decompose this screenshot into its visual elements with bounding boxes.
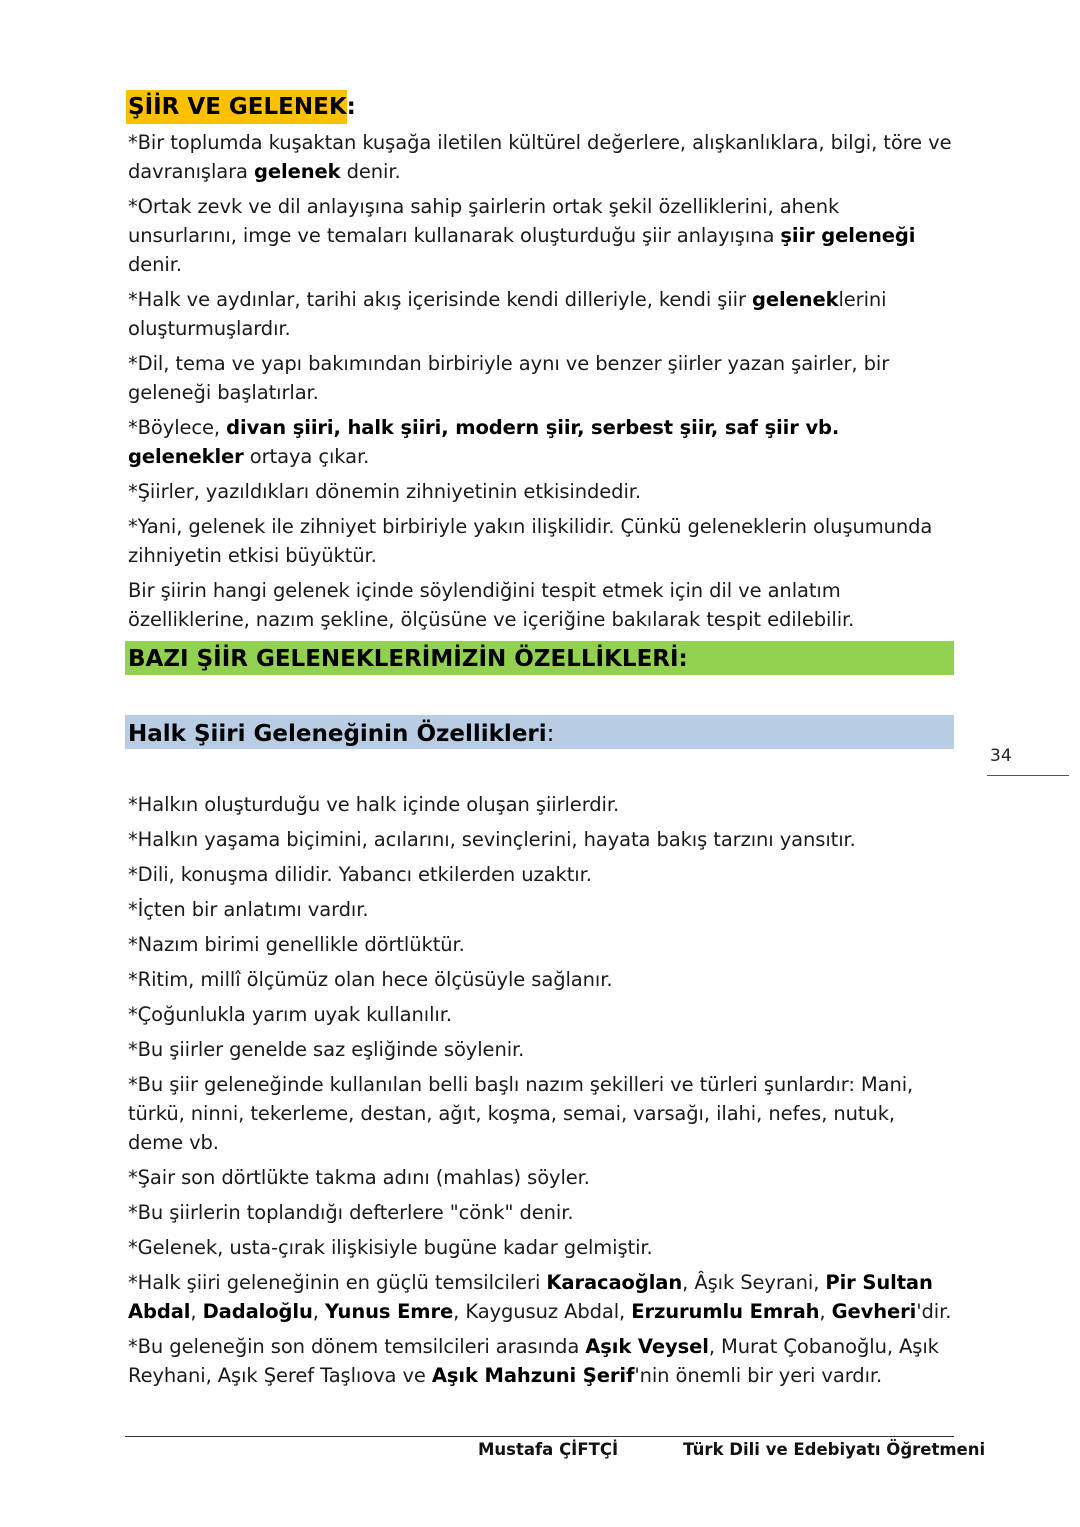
text-run: *Şiirler, yazıldıkları dönemin zihniyetinin etkisindedir. bbox=[128, 480, 642, 503]
heading-bazi-siir-gelenekleri: BAZI ŞİİR GELENEKLERİMİZİN ÖZELLİKLERİ: bbox=[125, 641, 954, 675]
bold-text: divan şiiri, halk şiiri, modern şiir, serbest şiir, saf şiir vb. gelenekler bbox=[128, 416, 840, 468]
paragraph bbox=[128, 1332, 954, 1390]
text-run: , Âşık Seyrani, bbox=[682, 1271, 826, 1294]
section-heading: ŞİİR VE GELENEK: bbox=[128, 90, 954, 124]
text-run: *Bu şiir geleneğinde kullanılan belli başlı nazım şekilleri ve türleri şunlardır: Mani, türkü, ninni, tekerleme, destan, ağıt, koşma, semai, varsağı, ilahi, nefes, nutuk, deme vb. bbox=[128, 1073, 914, 1154]
text-run: *Halk şiiri geleneğinin en güçlü temsilcileri bbox=[128, 1271, 547, 1294]
text-run: *Bu şiirlerin toplandığı defterlere "cönk" denir. bbox=[128, 1201, 574, 1224]
text-run: *İçten bir anlatımı vardır. bbox=[128, 898, 369, 921]
paragraph bbox=[128, 192, 954, 279]
bold-text: Dadaloğlu bbox=[202, 1300, 313, 1323]
bold-text: gelenek bbox=[254, 160, 341, 183]
text-run: *Şair son dörtlükte takma adını (mahlas) söyler. bbox=[128, 1166, 590, 1189]
heading-halk-siiri: Halk Şiiri Geleneğinin Özellikleri: bbox=[125, 715, 954, 749]
bold-text: Yunus Emre bbox=[324, 1300, 454, 1323]
text-run: *Çoğunlukla yarım uyak kullanılır. bbox=[128, 1003, 452, 1026]
text-run: *Halkın oluşturduğu ve halk içinde oluşan şiirlerdir. bbox=[128, 793, 620, 816]
text-run: *Halk ve aydınlar, tarihi akış içerisinde kendi dilleriyle, kendi şiir bbox=[128, 288, 752, 311]
section-siir-ve-gelenek bbox=[128, 90, 954, 640]
text-run: *Bir toplumda kuşaktan kuşağa iletilen kültürel değerlere, alışkanlıklara, bilgi, töre ve davranışlara bbox=[128, 131, 952, 183]
text-run: *Bu şiirler genelde saz eşliğinde söylenir. bbox=[128, 1038, 525, 1061]
text-run: *Nazım birimi genellikle dörtlüktür. bbox=[128, 933, 465, 956]
text-run: denir. bbox=[340, 160, 401, 183]
paragraph bbox=[128, 965, 954, 994]
paragraph-list bbox=[128, 790, 954, 1390]
bold-text: Aşık Veysel bbox=[585, 1335, 709, 1358]
paragraph bbox=[128, 1198, 954, 1227]
text-run: ortaya çıkar. bbox=[243, 445, 370, 468]
bold-text: Pir Sultan Abdal bbox=[128, 1271, 933, 1323]
footer-author: Mustafa ÇİFTÇİ bbox=[478, 1440, 619, 1459]
page-number-rule bbox=[987, 775, 1069, 776]
bold-text: Aşık Mahzuni Şerif bbox=[431, 1364, 635, 1387]
text-run: Bir şiirin hangi gelenek içinde söylendiğini tespit etmek için dil ve anlatım özelliklerine, nazım şekline, ölçüsüne ve içeriğine bakılarak tespit edilebilir. bbox=[128, 579, 855, 631]
text-run: *Ortak zevk ve dil anlayışına sahip şairlerin ortak şekil özelliklerini, ahenk unsurlarını, imge ve temaları kullanarak oluşturduğu şiir anlayışına bbox=[128, 195, 840, 247]
paragraph bbox=[128, 128, 954, 186]
paragraph bbox=[128, 512, 954, 570]
paragraph bbox=[128, 930, 954, 959]
text-run: lerini oluşturmuşlardır. bbox=[128, 288, 887, 340]
text-run: , Murat Çobanoğlu, Aşık Reyhani, Aşık Şeref Taşlıova ve bbox=[128, 1335, 939, 1387]
text-run: *Böylece, bbox=[128, 416, 227, 439]
text-run: *Gelenek, usta-çırak ilişkisiyle bugüne kadar gelmiştir. bbox=[128, 1236, 653, 1259]
paragraph bbox=[128, 413, 954, 471]
text-run: *Dili, konuşma dilidir. Yabancı etkilerden uzaktır. bbox=[128, 863, 592, 886]
footer-role: Türk Dili ve Edebiyatı Öğretmeni bbox=[683, 1440, 986, 1459]
text-run: *Dil, tema ve yapı bakımından birbiriyle aynı ve benzer şiirler yazan şairler, bir geleneği başlatırlar. bbox=[128, 352, 890, 404]
text-run: , bbox=[312, 1300, 325, 1323]
bold-text: Erzurumlu Emrah bbox=[631, 1300, 820, 1323]
text-run: , bbox=[819, 1300, 832, 1323]
paragraph bbox=[128, 895, 954, 924]
paragraph bbox=[128, 1233, 954, 1262]
paragraph bbox=[128, 1035, 954, 1064]
bold-text: şiir geleneği bbox=[780, 224, 916, 247]
text-run: 'dir. bbox=[916, 1300, 952, 1323]
bold-text: gelenek bbox=[751, 288, 839, 311]
paragraph bbox=[128, 285, 954, 343]
text-run: *Halkın yaşama biçimini, acılarını, sevinçlerini, hayata bakış tarzını yansıtır. bbox=[128, 828, 856, 851]
paragraph bbox=[128, 1000, 954, 1029]
paragraph bbox=[128, 477, 954, 506]
text-run: , Kaygusuz Abdal, bbox=[453, 1300, 632, 1323]
paragraph bbox=[128, 576, 954, 634]
paragraph bbox=[128, 825, 954, 854]
text-run: *Yani, gelenek ile zihniyet birbiriyle yakın ilişkilidir. Çünkü geleneklerin oluşumunda zihniyetin etkisi büyüktür. bbox=[128, 515, 933, 567]
paragraph bbox=[128, 1163, 954, 1192]
text-run: denir. bbox=[128, 253, 182, 276]
text-run: *Ritim, millî ölçümüz olan hece ölçüsüyle sağlanır. bbox=[128, 968, 613, 991]
footer-rule bbox=[125, 1436, 954, 1437]
page-number: 34 bbox=[990, 746, 1012, 766]
paragraph bbox=[128, 349, 954, 407]
bold-text: Gevheri bbox=[831, 1300, 917, 1323]
paragraph bbox=[128, 1268, 954, 1326]
text-run: *Bu geleneğin son dönem temsilcileri arasında bbox=[128, 1335, 586, 1358]
text-run: , bbox=[190, 1300, 203, 1323]
paragraph-list bbox=[128, 128, 954, 634]
paragraph bbox=[128, 860, 954, 889]
heading-siir-ve-gelenek: ŞİİR VE GELENEK bbox=[126, 90, 347, 124]
bold-text: Karacaoğlan bbox=[546, 1271, 683, 1294]
paragraph bbox=[128, 790, 954, 819]
paragraph bbox=[128, 1070, 954, 1157]
text-run: 'nin önemli bir yeri vardır. bbox=[634, 1364, 883, 1387]
section-halk-siiri-ozellikleri bbox=[128, 790, 954, 1396]
